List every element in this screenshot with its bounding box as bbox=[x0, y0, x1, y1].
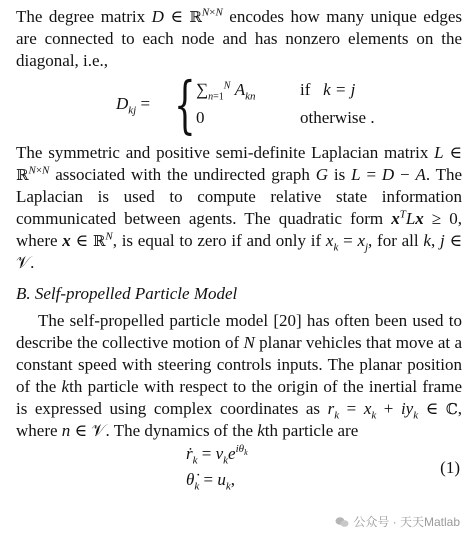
left-brace: { bbox=[174, 68, 196, 141]
watermark: 公众号 · 天天Matlab bbox=[335, 513, 460, 530]
equation-number: (1) bbox=[440, 458, 460, 477]
paragraph-particle-model: The self-propelled particle model [20] has often been used to describe the collective motion of N planar vehicles that move at a constant speed with steering controls inputs. The planar position of the kth particle with respect to the origin of the inertial frame is expressed using complex coordinates as $r_k = x_k + iy_k$ ∈ ℂ, where n ∈ 𝒱. The dynamics of the kth particle are bbox=[16, 311, 463, 440]
wechat-icon bbox=[335, 516, 349, 528]
paragraph-degree-matrix: The degree matrix D ∈ ℝ$^{N\times N}$ encodes how many unique edges are connected to each node and has nonzero elements on the diagonal, i.e., bbox=[16, 6, 463, 70]
equation-dynamics: ṙ$_k$ = $v_ke^{i\theta_k}$ $\thetȧ_k = u_k$, (1) bbox=[186, 443, 460, 493]
paragraph-laplacian: The symmetric and positive semi-definite Laplacian matrix L ∈ ℝ$^{N\times N}$ associated with the undirected graph G is L = D − A. The Laplacian is used to compute relative state information communicated between agents. The quadratic form $x^TLx \ge 0$, where x ∈ ℝ$^N$, is equal to zero if and only if $x_k = x_j$, for all k, j ∈ 𝒱. bbox=[16, 143, 463, 272]
section-heading: B. Self-propelled Particle Model bbox=[16, 284, 238, 303]
equation-degree-matrix: $D_{kj}$ = { $\sum_{n=1}^N$ $A_{kn}$ 0 if k = j otherwise . bbox=[116, 68, 375, 141]
